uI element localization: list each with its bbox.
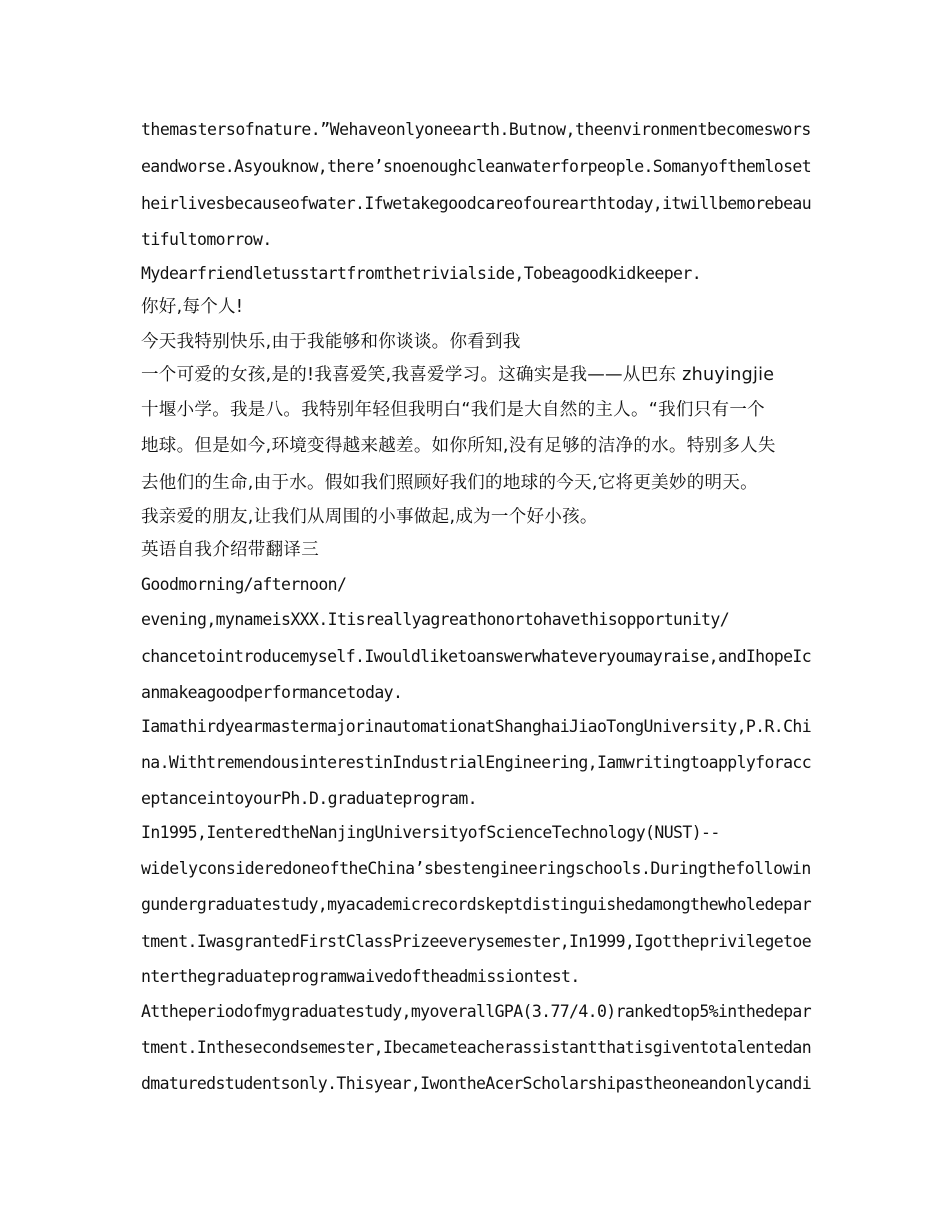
text-line: tment.Inthesecondsemester,Ibecameteacherassistantthatisgiventotalentedan — [141, 1038, 812, 1057]
text-line: IamathirdyearmastermajorinautomationatShanghaiJiaoTongUniversity,P.R.Chi — [141, 717, 812, 736]
text-line: eandworse.Asyouknow,there’snoenoughcleanwaterforpeople.Somanyofthemloset — [141, 157, 812, 176]
text-line: eptanceintoyourPh.D.graduateprogram. — [141, 789, 478, 808]
text-line: 今天我特别快乐,由于我能够和你谈谈。你看到我 — [141, 332, 521, 352]
text-line: Goodmorning/afternoon/ — [141, 575, 347, 594]
text-line: tifultomorrow. — [141, 230, 272, 249]
text-line: gundergraduatestudy,myacademicrecordskeptdistinguishedamongthewholedepar — [141, 895, 812, 914]
text-line: 我亲爱的朋友,让我们从周围的小事做起,成为一个好小孩。 — [141, 507, 598, 527]
text-line: 去他们的生命,由于水。假如我们照顾好我们的地球的今天,它将更美妙的明天。 — [141, 473, 758, 493]
text-line: chancetointroducemyself.Iwouldliketoanswerwhateveryoumayraise,andIhopeIc — [141, 647, 812, 666]
text-line: nterthegraduateprogramwaivedoftheadmissiontest. — [141, 967, 580, 986]
text-line: 英语自我介绍带翻译三 — [141, 540, 319, 560]
text-line: themastersofnature.”Wehaveonlyoneearth.Butnow,theenvironmentbecomeswors — [141, 120, 811, 139]
text-line: widelyconsideredoneoftheChina’sbestengineeringschools.Duringthefollowin — [141, 859, 811, 878]
text-line: In1995,IenteredtheNanjingUniversityofScienceTechnology(NUST)-- — [141, 823, 720, 842]
text-line: heirlivesbecauseofwater.Ifwetakegoodcareofourearthtoday,itwillbemorebeau — [141, 194, 812, 213]
text-line: 十堰小学。我是八。我特别年轻但我明白“我们是大自然的主人。“我们只有一个 — [141, 400, 765, 420]
text-line: Attheperiodofmygraduatestudy,myoverallGPA(3.77/4.0)rankedtop5%inthedepar — [141, 1002, 812, 1021]
text-line: tment.IwasgrantedFirstClassPrizeeverysemester,In1999,Igottheprivilegetoe — [141, 932, 812, 951]
text-line: Mydearfriendletusstartfromthetrivialside,Tobeagoodkidkeeper. — [141, 264, 702, 283]
text-line: anmakeagoodperformancetoday. — [141, 683, 403, 702]
text-line: 你好,每个人! — [141, 297, 244, 317]
text-line: na.WithtremendousinterestinIndustrialEngineering,Iamwritingtoapplyforacc — [141, 753, 812, 772]
text-line: dmaturedstudentsonly.Thisyear,IwontheAcerScholarshipastheoneandonlycandi — [141, 1074, 812, 1093]
text-line: evening,mynameisXXX.Itisreallyagreathonortohavethisopportunity/ — [141, 610, 730, 629]
text-line: 一个可爱的女孩,是的!我喜爱笑,我喜爱学习。这确实是我——从巴东 zhuyingjie — [141, 365, 775, 385]
text-line: 地球。但是如今,环境变得越来越差。如你所知,没有足够的洁净的水。特别多人失 — [141, 436, 776, 456]
